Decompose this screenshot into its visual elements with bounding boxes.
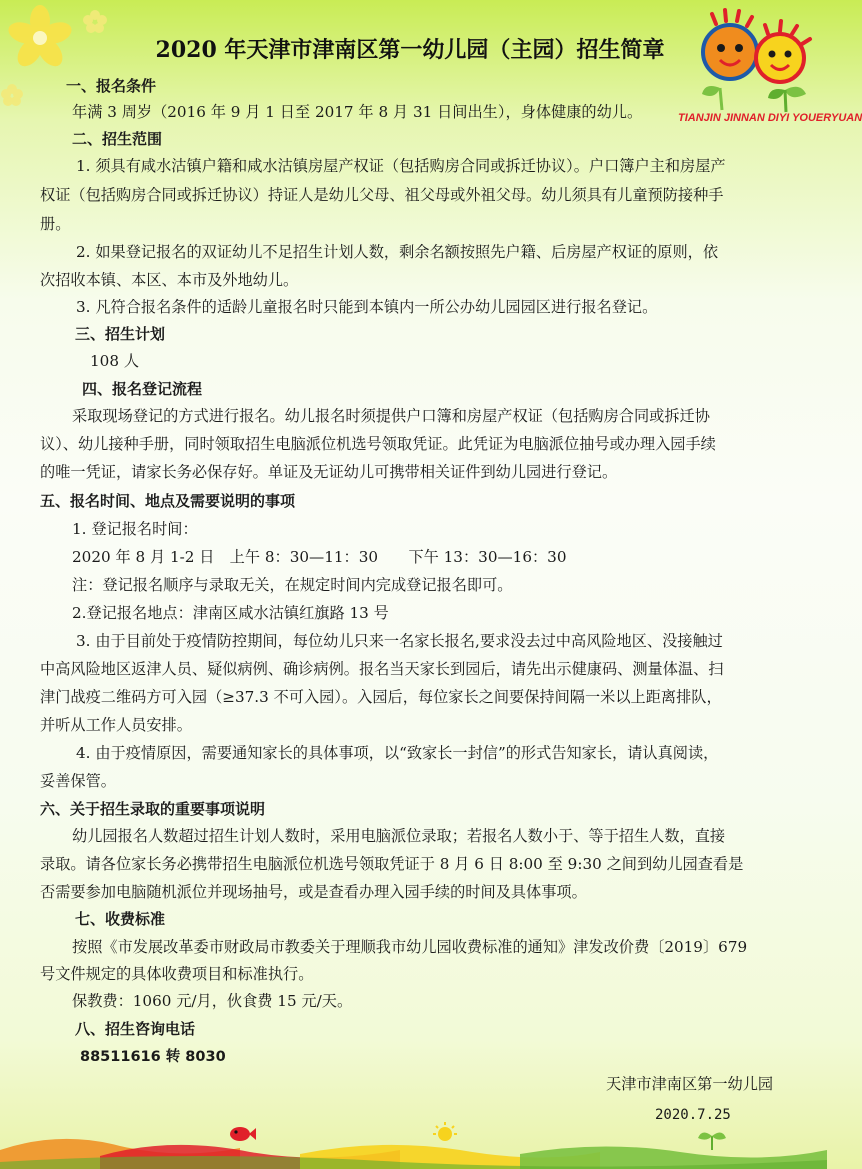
section-heading-time-location: 五、报名时间、地点及需要说明的事项	[40, 492, 296, 510]
paragraph-line: 津门战疫二维码方可入园（≥37.3 不可入园）。入园后，每位家长之间要保持间隔一米以上距离排队，	[40, 688, 722, 706]
paragraph-line: 的唯一凭证，请家长务必保存好。单证及无证幼儿可携带相关证件到幼儿园进行登记。	[40, 463, 618, 481]
section-heading-registration-process: 四、报名登记流程	[82, 380, 203, 398]
paragraph-line: 1. 登记报名时间：	[72, 520, 198, 538]
paragraph-line: 2. 如果登记报名的双证幼儿不足招生计划人数，剩余名额按照先户籍、后房屋产权证的原则，依	[76, 243, 719, 261]
registration-location: 2.登记报名地点：津南区咸水沽镇红旗路 13 号	[72, 604, 389, 622]
paragraph-line: 中高风险地区返津人员、疑似病例、确诊病例。报名当天家长到园后，请先出示健康码、测量体温、扫	[40, 660, 724, 678]
signature-date: 2020.7.25	[655, 1107, 731, 1123]
paragraph-line: 3. 由于目前处于疫情防控期间，每位幼儿只来一名家长报名,要求没去过中高风险地区、没接触过	[76, 632, 723, 650]
registration-time: 2020 年 8 月 1-2 日 上午 8：30—11：30 下午 13：30—16：30	[72, 548, 567, 566]
paragraph-line: 按照《市发展改革委市财政局市教委关于理顺我市幼儿园收费标准的通知》津发改价费〔2019〕679	[72, 938, 748, 956]
enrollment-count: 108 人	[90, 352, 140, 370]
paragraph-line: 录取。请各位家长务必携带招生电脑派位机选号领取凭证于 8 月 6 日 8:00 至 9:30 之间到幼儿园查看是	[40, 855, 744, 873]
section-heading-enrollment-conditions: 一、报名条件	[66, 77, 157, 95]
paragraph-line: 幼儿园报名人数超过招生计划人数时，采用电脑派位录取；若报名人数小于、等于招生人数，直接	[72, 827, 726, 845]
paragraph-line: 权证（包括购房合同或拆迁协议）持证人是幼儿父母、祖父母或外祖父母。幼儿须具有儿童预防接种手	[40, 186, 724, 204]
paragraph-line: 妥善保管。	[40, 772, 116, 790]
section-heading-enrollment-plan: 三、招生计划	[75, 325, 166, 343]
paragraph-line: 议）、幼儿接种手册，同时领取招生电脑派位机选号领取凭证。此凭证为电脑派位抽号或办理入园手续	[40, 435, 716, 453]
paragraph-line: 否需要参加电脑随机派位并现场抽号，或是查看办理入园手续的时间及具体事项。	[40, 883, 587, 901]
paragraph-line: 册。	[40, 215, 71, 233]
section-heading-admission-notes: 六、关于招生录取的重要事项说明	[40, 800, 266, 818]
paragraph-line: 次招收本镇、本区、本市及外地幼儿。	[40, 271, 299, 289]
paragraph-line: 1. 须具有咸水沽镇户籍和咸水沽镇房屋产权证（包括购房合同或拆迁协议）。户口簿户主和房屋产	[76, 157, 726, 175]
paragraph-line: 4. 由于疫情原因，需要通知家长的具体事项，以“致家长一封信”的形式告知家长，请认真阅读，	[76, 744, 719, 762]
paragraph-line: 并听从工作人员安排。	[40, 716, 192, 734]
paragraph: 年满 3 周岁（2016 年 9 月 1 日至 2017 年 8 月 31 日间出生），身体健康的幼儿。	[72, 103, 643, 121]
paragraph-line: 采取现场登记的方式进行报名。幼儿报名时须提供户口簿和房屋产权证（包括购房合同或拆迁协	[72, 407, 710, 425]
signature-org: 天津市津南区第一幼儿园	[606, 1075, 774, 1093]
logo-text: TIANJIN JINNAN DIYI YOUERYUAN	[678, 112, 862, 124]
paragraph-line: 3. 凡符合报名条件的适龄儿童报名时只能到本镇内一所公办幼儿园园区进行报名登记。	[76, 298, 658, 316]
consultation-phone: 88511616 转 8030	[80, 1049, 226, 1065]
footer-decoration-icon	[0, 1120, 827, 1169]
section-heading-fees: 七、收费标准	[75, 910, 166, 928]
paragraph-line: 注：登记报名顺序与录取无关，在规定时间内完成登记报名即可。	[72, 576, 513, 594]
fee-details: 保教费：1060 元/月，伙食费 15 元/天。	[72, 992, 353, 1010]
section-heading-consultation-phone: 八、招生咨询电话	[75, 1020, 196, 1038]
page-title: 2020 年天津市津南区第一幼儿园（主园）招生简章	[155, 37, 665, 63]
paragraph-line: 号文件规定的具体收费项目和标准执行。	[40, 965, 314, 983]
section-heading-enrollment-scope: 二、招生范围	[72, 130, 163, 148]
